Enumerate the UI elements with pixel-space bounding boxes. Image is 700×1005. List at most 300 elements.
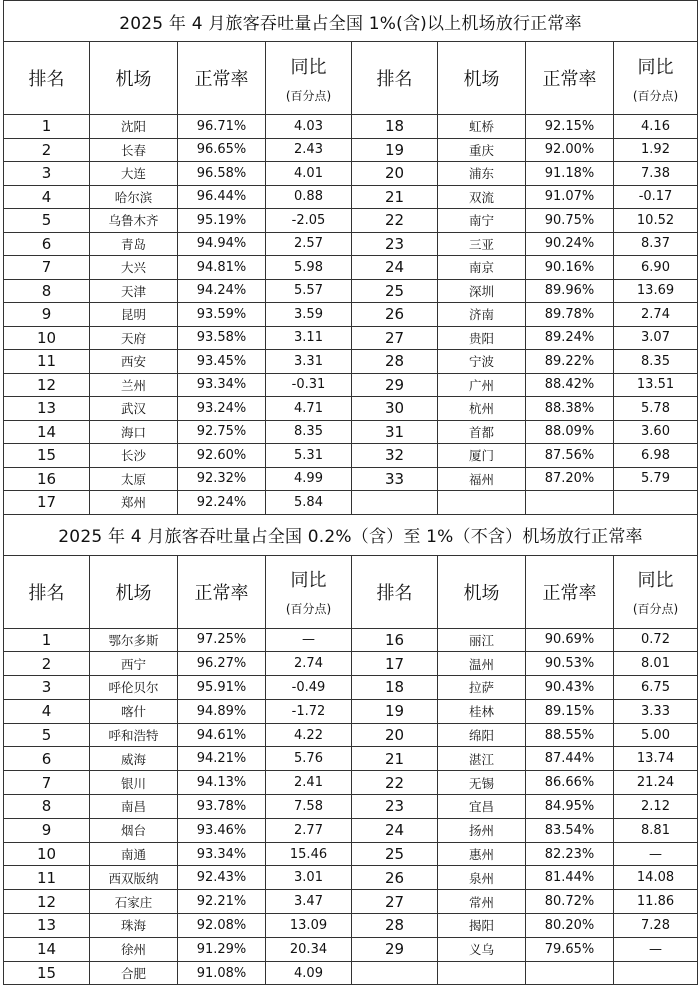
cell-rate: 95.91% <box>178 676 266 700</box>
cell-airport: 西宁 <box>90 652 178 676</box>
cell-rate: 92.43% <box>178 866 266 890</box>
cell-rank: 28 <box>352 350 438 374</box>
cell-rank: 10 <box>4 842 90 866</box>
table-row <box>4 723 698 747</box>
cell-airport: 厦门 <box>438 444 526 468</box>
table-row <box>4 444 698 468</box>
table-row <box>4 326 698 350</box>
table1-header-row <box>4 42 698 115</box>
cell-airport: 南昌 <box>90 795 178 819</box>
cell-rate: 90.43% <box>526 676 614 700</box>
cell-rate: 92.75% <box>178 420 266 444</box>
cell-rank: 25 <box>352 279 438 303</box>
cell-rank: 16 <box>352 628 438 652</box>
cell-airport: 长沙 <box>90 444 178 468</box>
cell-rank: 23 <box>352 795 438 819</box>
cell-yoy: 6.98 <box>614 444 698 468</box>
cell-yoy: 5.79 <box>614 467 698 491</box>
cell-rate: 92.00% <box>526 138 614 162</box>
cell-rate: 80.20% <box>526 914 614 938</box>
cell-rate: 94.24% <box>178 279 266 303</box>
cell-rate: 94.61% <box>178 723 266 747</box>
table-row <box>4 747 698 771</box>
table-row <box>4 699 698 723</box>
table1-body <box>4 1 698 515</box>
table2-body <box>4 514 698 985</box>
cell-rate: 96.27% <box>178 652 266 676</box>
cell-rate: 93.45% <box>178 350 266 374</box>
cell-yoy: 4.03 <box>266 115 352 139</box>
empty-cell <box>614 961 698 985</box>
cell-airport: 浦东 <box>438 162 526 186</box>
table-row <box>4 232 698 256</box>
cell-airport: 拉萨 <box>438 676 526 700</box>
cell-yoy: 13.09 <box>266 914 352 938</box>
cell-rank: 19 <box>352 699 438 723</box>
cell-rate: 89.96% <box>526 279 614 303</box>
cell-yoy: 4.71 <box>266 397 352 421</box>
cell-rank: 18 <box>352 115 438 139</box>
cell-rate: 84.95% <box>526 795 614 819</box>
cell-airport: 鄂尔多斯 <box>90 628 178 652</box>
table-row <box>4 676 698 700</box>
table-row <box>4 185 698 209</box>
cell-rank: 18 <box>352 676 438 700</box>
table-row <box>4 914 698 938</box>
cell-airport: 扬州 <box>438 818 526 842</box>
cell-rate: 88.55% <box>526 723 614 747</box>
header-rank: 排名 <box>4 555 90 628</box>
cell-rank: 15 <box>4 961 90 985</box>
cell-yoy: 5.00 <box>614 723 698 747</box>
cell-yoy: 3.31 <box>266 350 352 374</box>
cell-yoy: 11.86 <box>614 890 698 914</box>
cell-yoy: 4.16 <box>614 115 698 139</box>
cell-airport: 乌鲁木齐 <box>90 209 178 233</box>
cell-rank: 14 <box>4 420 90 444</box>
header-yoy-label: 同比 <box>290 56 327 78</box>
cell-rank: 2 <box>4 652 90 676</box>
header-yoy-label: 同比 <box>290 570 327 591</box>
header-rate: 正常率 <box>526 555 614 628</box>
table-row <box>4 467 698 491</box>
cell-yoy: -2.05 <box>266 209 352 233</box>
cell-yoy: 8.37 <box>614 232 698 256</box>
ranking-sheet <box>3 0 697 985</box>
cell-yoy: 2.12 <box>614 795 698 819</box>
cell-rate: 93.78% <box>178 795 266 819</box>
cell-airport: 合肥 <box>90 961 178 985</box>
cell-yoy: 3.01 <box>266 866 352 890</box>
cell-yoy: 5.76 <box>266 747 352 771</box>
cell-yoy: 2.41 <box>266 771 352 795</box>
cell-yoy: 3.47 <box>266 890 352 914</box>
cell-airport: 武汉 <box>90 397 178 421</box>
cell-rank: 25 <box>352 842 438 866</box>
cell-airport: 天府 <box>90 326 178 350</box>
cell-rate: 86.66% <box>526 771 614 795</box>
cell-rate: 93.34% <box>178 373 266 397</box>
cell-airport: 三亚 <box>438 232 526 256</box>
cell-rate: 83.54% <box>526 818 614 842</box>
cell-yoy: 13.69 <box>614 279 698 303</box>
cell-rate: 92.21% <box>178 890 266 914</box>
cell-rank: 30 <box>352 397 438 421</box>
header-yoy-label: 同比 <box>637 56 674 78</box>
cell-airport: 虹桥 <box>438 115 526 139</box>
cell-rate: 90.75% <box>526 209 614 233</box>
cell-rank: 23 <box>352 232 438 256</box>
table2-title: 2025 年 4 月旅客吞吐量占全国 0.2%（含）至 1%（不含）机场放行正常率 <box>4 514 698 555</box>
cell-airport: 石家庄 <box>90 890 178 914</box>
cell-airport: 义乌 <box>438 937 526 961</box>
header-yoy-unit: (百分点) <box>632 88 679 103</box>
cell-rate: 96.71% <box>178 115 266 139</box>
cell-yoy: 2.74 <box>266 652 352 676</box>
header-yoy-unit: (百分点) <box>632 602 679 616</box>
cell-rate: 88.38% <box>526 397 614 421</box>
ranking-table <box>3 0 698 985</box>
cell-rank: 5 <box>4 723 90 747</box>
cell-rank: 17 <box>352 652 438 676</box>
table-row <box>4 937 698 961</box>
cell-rate: 94.13% <box>178 771 266 795</box>
table-row <box>4 628 698 652</box>
cell-rank: 26 <box>352 866 438 890</box>
table-row <box>4 279 698 303</box>
header-yoy-unit: (百分点) <box>285 88 332 103</box>
header-rank: 排名 <box>352 555 438 628</box>
cell-rank: 1 <box>4 115 90 139</box>
header-rate: 正常率 <box>178 42 266 115</box>
cell-yoy: 5.78 <box>614 397 698 421</box>
cell-rate: 90.53% <box>526 652 614 676</box>
cell-rank: 7 <box>4 256 90 280</box>
cell-yoy: — <box>614 937 698 961</box>
cell-airport: 泉州 <box>438 866 526 890</box>
cell-rate: 92.15% <box>526 115 614 139</box>
cell-rate: 91.07% <box>526 185 614 209</box>
cell-airport: 首都 <box>438 420 526 444</box>
cell-yoy: 14.08 <box>614 866 698 890</box>
cell-airport: 西双版纳 <box>90 866 178 890</box>
header-yoy <box>266 42 352 115</box>
table-row <box>4 961 698 985</box>
cell-yoy: 4.09 <box>266 961 352 985</box>
cell-airport: 珠海 <box>90 914 178 938</box>
cell-rank: 29 <box>352 373 438 397</box>
cell-rate: 93.24% <box>178 397 266 421</box>
cell-rank: 4 <box>4 699 90 723</box>
cell-rate: 94.94% <box>178 232 266 256</box>
cell-airport: 双流 <box>438 185 526 209</box>
cell-airport: 宁波 <box>438 350 526 374</box>
cell-yoy: 2.74 <box>614 303 698 327</box>
cell-yoy: 8.01 <box>614 652 698 676</box>
cell-yoy: 2.57 <box>266 232 352 256</box>
header-airport: 机场 <box>438 42 526 115</box>
cell-rank: 20 <box>352 162 438 186</box>
table-row <box>4 771 698 795</box>
cell-airport: 太原 <box>90 467 178 491</box>
table-row <box>4 209 698 233</box>
cell-yoy: — <box>266 628 352 652</box>
cell-yoy: 7.28 <box>614 914 698 938</box>
cell-rank: 19 <box>352 138 438 162</box>
header-yoy-label: 同比 <box>637 570 674 591</box>
cell-airport: 威海 <box>90 747 178 771</box>
header-rate: 正常率 <box>178 555 266 628</box>
cell-rank: 6 <box>4 232 90 256</box>
cell-yoy: 13.51 <box>614 373 698 397</box>
table-row <box>4 795 698 819</box>
cell-rank: 22 <box>352 209 438 233</box>
cell-yoy: 5.98 <box>266 256 352 280</box>
cell-rank: 11 <box>4 866 90 890</box>
cell-airport: 天津 <box>90 279 178 303</box>
cell-yoy: 20.34 <box>266 937 352 961</box>
cell-rank: 31 <box>352 420 438 444</box>
cell-airport: 深圳 <box>438 279 526 303</box>
cell-yoy: 8.35 <box>266 420 352 444</box>
table-row <box>4 866 698 890</box>
cell-airport: 惠州 <box>438 842 526 866</box>
cell-yoy: 3.33 <box>614 699 698 723</box>
table-row <box>4 350 698 374</box>
empty-cell <box>352 491 438 515</box>
cell-airport: 兰州 <box>90 373 178 397</box>
cell-airport: 温州 <box>438 652 526 676</box>
header-yoy <box>614 42 698 115</box>
cell-rank: 8 <box>4 279 90 303</box>
cell-rank: 33 <box>352 467 438 491</box>
cell-rate: 89.22% <box>526 350 614 374</box>
table-row <box>4 818 698 842</box>
cell-yoy: 10.52 <box>614 209 698 233</box>
table-row <box>4 842 698 866</box>
cell-rank: 27 <box>352 890 438 914</box>
empty-cell <box>614 491 698 515</box>
cell-airport: 揭阳 <box>438 914 526 938</box>
header-airport: 机场 <box>90 555 178 628</box>
cell-rank: 7 <box>4 771 90 795</box>
cell-airport: 大连 <box>90 162 178 186</box>
table-row <box>4 397 698 421</box>
cell-rank: 3 <box>4 676 90 700</box>
cell-airport: 南宁 <box>438 209 526 233</box>
cell-yoy: 3.11 <box>266 326 352 350</box>
table-row <box>4 138 698 162</box>
header-airport: 机场 <box>90 42 178 115</box>
cell-rate: 88.42% <box>526 373 614 397</box>
cell-airport: 湛江 <box>438 747 526 771</box>
cell-airport: 绵阳 <box>438 723 526 747</box>
cell-rank: 16 <box>4 467 90 491</box>
cell-yoy: 1.92 <box>614 138 698 162</box>
cell-rate: 88.09% <box>526 420 614 444</box>
cell-rate: 87.44% <box>526 747 614 771</box>
cell-rate: 94.81% <box>178 256 266 280</box>
cell-airport: 宜昌 <box>438 795 526 819</box>
cell-airport: 常州 <box>438 890 526 914</box>
cell-rank: 27 <box>352 326 438 350</box>
cell-yoy: 4.22 <box>266 723 352 747</box>
cell-rate: 92.08% <box>178 914 266 938</box>
cell-rate: 93.46% <box>178 818 266 842</box>
cell-airport: 大兴 <box>90 256 178 280</box>
cell-airport: 济南 <box>438 303 526 327</box>
cell-rate: 87.20% <box>526 467 614 491</box>
cell-rate: 96.65% <box>178 138 266 162</box>
table-row <box>4 890 698 914</box>
cell-yoy: 5.31 <box>266 444 352 468</box>
cell-rank: 15 <box>4 444 90 468</box>
table-row <box>4 256 698 280</box>
cell-rank: 1 <box>4 628 90 652</box>
cell-airport: 长春 <box>90 138 178 162</box>
cell-rate: 80.72% <box>526 890 614 914</box>
cell-rank: 5 <box>4 209 90 233</box>
cell-yoy: 6.75 <box>614 676 698 700</box>
cell-yoy: 0.88 <box>266 185 352 209</box>
cell-airport: 丽江 <box>438 628 526 652</box>
cell-rate: 95.19% <box>178 209 266 233</box>
cell-rate: 89.24% <box>526 326 614 350</box>
cell-rank: 32 <box>352 444 438 468</box>
cell-rank: 24 <box>352 256 438 280</box>
cell-rate: 79.65% <box>526 937 614 961</box>
cell-rank: 11 <box>4 350 90 374</box>
cell-airport: 无锡 <box>438 771 526 795</box>
cell-airport: 哈尔滨 <box>90 185 178 209</box>
cell-rank: 2 <box>4 138 90 162</box>
cell-yoy: 3.59 <box>266 303 352 327</box>
cell-rank: 8 <box>4 795 90 819</box>
cell-yoy: 7.58 <box>266 795 352 819</box>
header-rate: 正常率 <box>526 42 614 115</box>
cell-airport: 南通 <box>90 842 178 866</box>
cell-rank: 14 <box>4 937 90 961</box>
cell-yoy: — <box>614 842 698 866</box>
cell-yoy: -0.17 <box>614 185 698 209</box>
cell-rate: 94.89% <box>178 699 266 723</box>
empty-cell <box>352 961 438 985</box>
cell-rank: 9 <box>4 818 90 842</box>
cell-yoy: -1.72 <box>266 699 352 723</box>
cell-rate: 92.24% <box>178 491 266 515</box>
cell-rate: 92.32% <box>178 467 266 491</box>
cell-yoy: 21.24 <box>614 771 698 795</box>
cell-rank: 3 <box>4 162 90 186</box>
cell-rate: 97.25% <box>178 628 266 652</box>
cell-rank: 13 <box>4 914 90 938</box>
empty-cell <box>438 961 526 985</box>
cell-rate: 81.44% <box>526 866 614 890</box>
cell-airport: 烟台 <box>90 818 178 842</box>
cell-rate: 91.18% <box>526 162 614 186</box>
header-rank: 排名 <box>352 42 438 115</box>
cell-rank: 6 <box>4 747 90 771</box>
table-row <box>4 162 698 186</box>
cell-airport: 青岛 <box>90 232 178 256</box>
cell-airport: 沈阳 <box>90 115 178 139</box>
cell-yoy: 0.72 <box>614 628 698 652</box>
cell-airport: 南京 <box>438 256 526 280</box>
cell-yoy: 2.43 <box>266 138 352 162</box>
cell-rank: 28 <box>352 914 438 938</box>
empty-cell <box>526 491 614 515</box>
cell-yoy: -0.31 <box>266 373 352 397</box>
header-airport: 机场 <box>438 555 526 628</box>
empty-cell <box>526 961 614 985</box>
cell-rank: 12 <box>4 890 90 914</box>
header-rank: 排名 <box>4 42 90 115</box>
cell-airport: 重庆 <box>438 138 526 162</box>
cell-airport: 呼伦贝尔 <box>90 676 178 700</box>
table-row <box>4 420 698 444</box>
cell-yoy: 6.90 <box>614 256 698 280</box>
cell-airport: 杭州 <box>438 397 526 421</box>
cell-airport: 郑州 <box>90 491 178 515</box>
cell-airport: 海口 <box>90 420 178 444</box>
cell-yoy: 15.46 <box>266 842 352 866</box>
cell-rate: 90.69% <box>526 628 614 652</box>
cell-rate: 90.16% <box>526 256 614 280</box>
cell-yoy: -0.49 <box>266 676 352 700</box>
header-yoy-unit: (百分点) <box>285 602 332 616</box>
cell-rate: 96.58% <box>178 162 266 186</box>
cell-rate: 82.23% <box>526 842 614 866</box>
cell-rate: 93.58% <box>178 326 266 350</box>
cell-rank: 29 <box>352 937 438 961</box>
cell-rank: 21 <box>352 185 438 209</box>
cell-yoy: 2.77 <box>266 818 352 842</box>
cell-rate: 87.56% <box>526 444 614 468</box>
cell-rank: 21 <box>352 747 438 771</box>
header-yoy <box>614 555 698 628</box>
cell-rank: 9 <box>4 303 90 327</box>
cell-yoy: 8.35 <box>614 350 698 374</box>
cell-yoy: 5.57 <box>266 279 352 303</box>
cell-airport: 广州 <box>438 373 526 397</box>
cell-yoy: 3.07 <box>614 326 698 350</box>
table2-header-row <box>4 555 698 628</box>
table1-title: 2025 年 4 月旅客吞吐量占全国 1%(含)以上机场放行正常率 <box>4 1 698 42</box>
cell-rank: 22 <box>352 771 438 795</box>
cell-yoy: 7.38 <box>614 162 698 186</box>
table-row <box>4 491 698 515</box>
cell-rank: 12 <box>4 373 90 397</box>
cell-airport: 呼和浩特 <box>90 723 178 747</box>
cell-rank: 4 <box>4 185 90 209</box>
cell-yoy: 3.60 <box>614 420 698 444</box>
cell-rate: 89.15% <box>526 699 614 723</box>
cell-yoy: 8.81 <box>614 818 698 842</box>
cell-yoy: 5.84 <box>266 491 352 515</box>
cell-rate: 89.78% <box>526 303 614 327</box>
empty-cell <box>438 491 526 515</box>
cell-rank: 13 <box>4 397 90 421</box>
cell-rank: 17 <box>4 491 90 515</box>
cell-rank: 10 <box>4 326 90 350</box>
cell-airport: 昆明 <box>90 303 178 327</box>
cell-rate: 93.34% <box>178 842 266 866</box>
cell-rate: 92.60% <box>178 444 266 468</box>
table-row <box>4 303 698 327</box>
cell-yoy: 13.74 <box>614 747 698 771</box>
table-row <box>4 652 698 676</box>
header-yoy <box>266 555 352 628</box>
